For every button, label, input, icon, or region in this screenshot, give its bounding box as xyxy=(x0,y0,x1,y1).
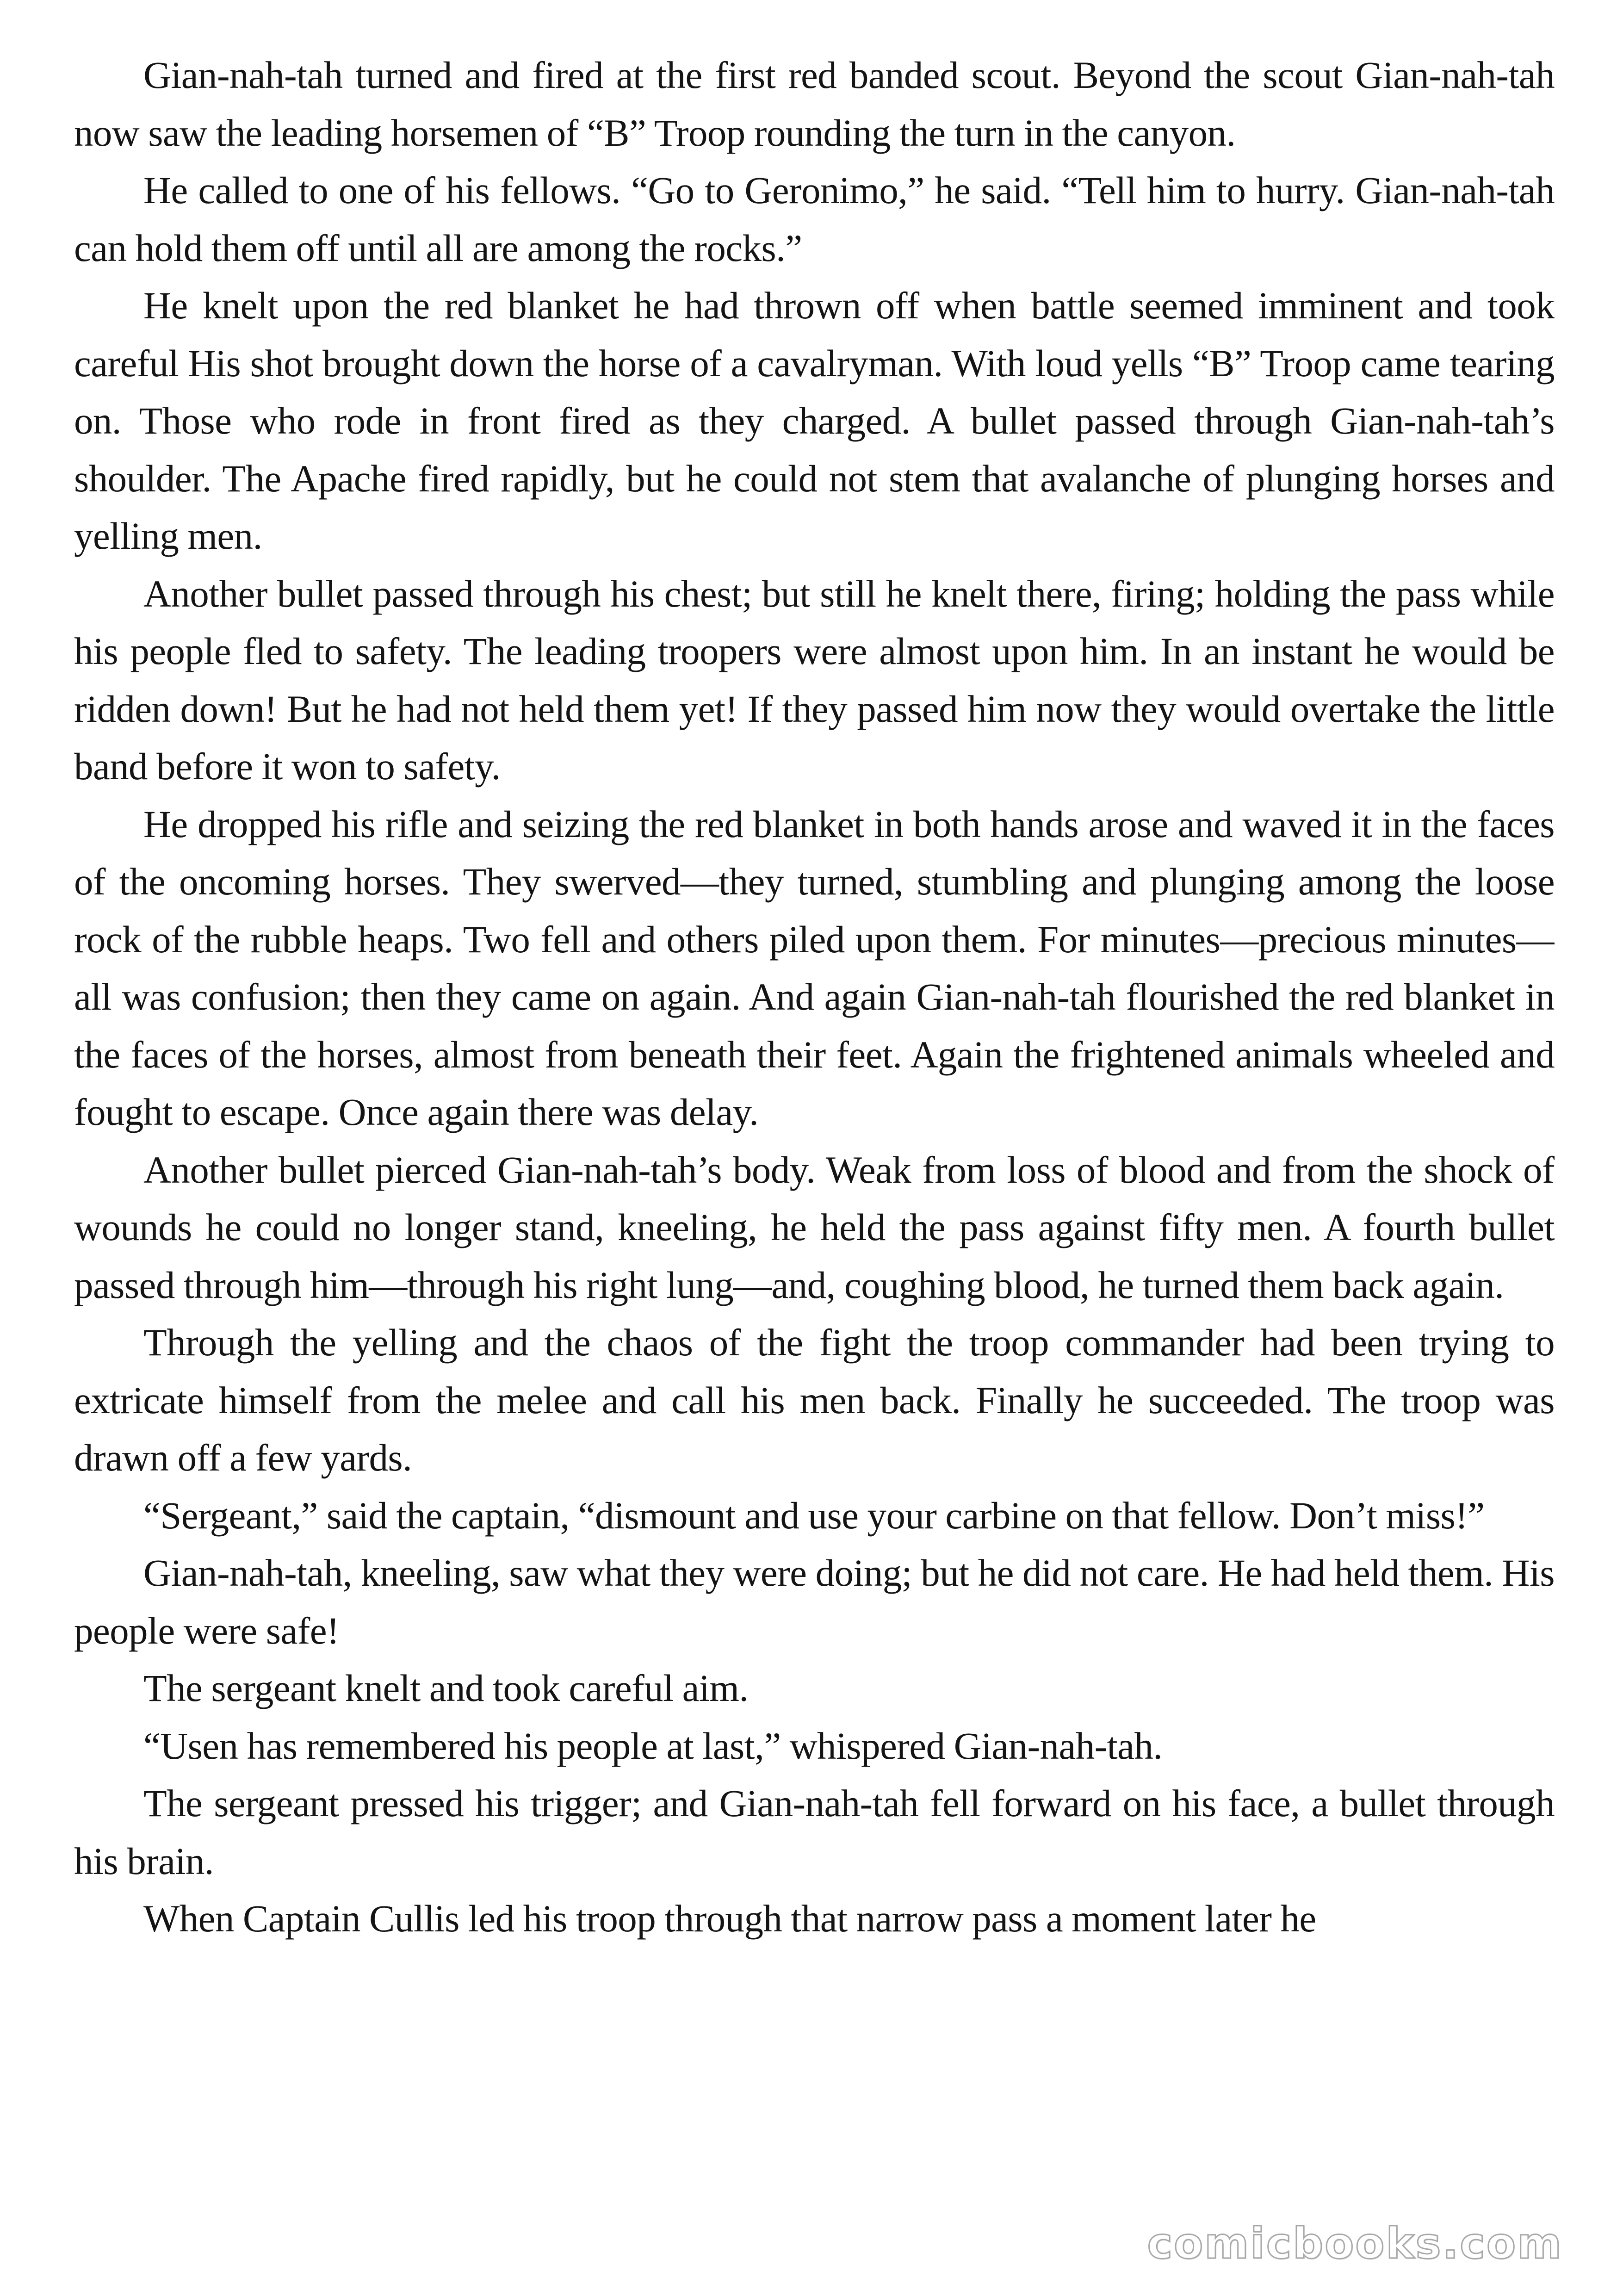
paragraph: Another bullet passed through his chest; but still he knelt there, firing; holding the pass while his people fled to safety. The leading troopers were almost upon him. In an instant he would be ridden down! But he had not held them yet! If they passed him now they would overtake the little band before it won to safety. xyxy=(74,572,1555,788)
paragraph: The sergeant pressed his trigger; and Gian-nah-tah fell forward on his face, a bullet through his brain. xyxy=(74,1782,1555,1882)
paragraph: When Captain Cullis led his troop through that narrow pass a moment later he xyxy=(143,1897,1316,1940)
page-body xyxy=(74,46,1555,2221)
paragraph: Gian-nah-tah, kneeling, saw what they were doing; but he did not care. He had held them. His people were safe! xyxy=(74,1551,1555,1652)
paragraph: Gian-nah-tah turned and fired at the first red banded scout. Beyond the scout Gian-nah-tah now saw the leading horsemen of “B” Troop rounding the turn in the canyon. xyxy=(74,54,1555,154)
paragraph: Through the yelling and the chaos of the fight the troop commander had been trying to extricate himself from the melee and call his men back. Finally he succeeded. The troop was drawn off a few yards. xyxy=(74,1321,1555,1479)
paragraph: He knelt upon the red blanket he had thrown off when battle seemed imminent and took careful His shot brought down the horse of a cavalryman. With loud yells “B” Troop came tearing on. Those who rode in front fired as they charged. A bullet passed through Gian-nah-tah’s shoulder. The Apache fired rapidly, but he could not stem that avalanche of plunging horses and yelling men. xyxy=(74,284,1555,557)
paragraph: Another bullet pierced Gian-nah-tah’s body. Weak from loss of blood and from the shock of wounds he could no longer stand, kneeling, he held the pass against fifty men. A fourth bullet passed through him—through his right lung—and, coughing blood, he turned them back again. xyxy=(74,1148,1555,1306)
paragraph: “Sergeant,” said the captain, “dismount and use your carbine on that fellow. Don’t miss!” xyxy=(143,1494,1485,1537)
paragraph: He dropped his rifle and seizing the red blanket in both hands arose and waved it in the faces of the oncoming horses. They swerved—they turned, stumbling and plunging among the loose rock of the rubble heaps. Two fell and others piled upon them. For minutes—precious minutes—all was confusion; then they came on again. And again Gian-nah-tah flourished the red blanket in the faces of the horses, almost from beneath their feet. Again the frightened animals wheeled and fought to escape. Once again there was delay. xyxy=(74,802,1555,1133)
watermark: comicbooks.com xyxy=(1147,2219,1563,2268)
paragraph: The sergeant knelt and took careful aim. xyxy=(143,1667,749,1709)
paragraph: “Usen has remembered his people at last,” whispered Gian-nah-tah. xyxy=(143,1724,1163,1767)
paragraph: He called to one of his fellows. “Go to Geronimo,” he said. “Tell him to hurry. Gian-nah-tah can hold them off until all are among the rocks.” xyxy=(74,169,1555,269)
